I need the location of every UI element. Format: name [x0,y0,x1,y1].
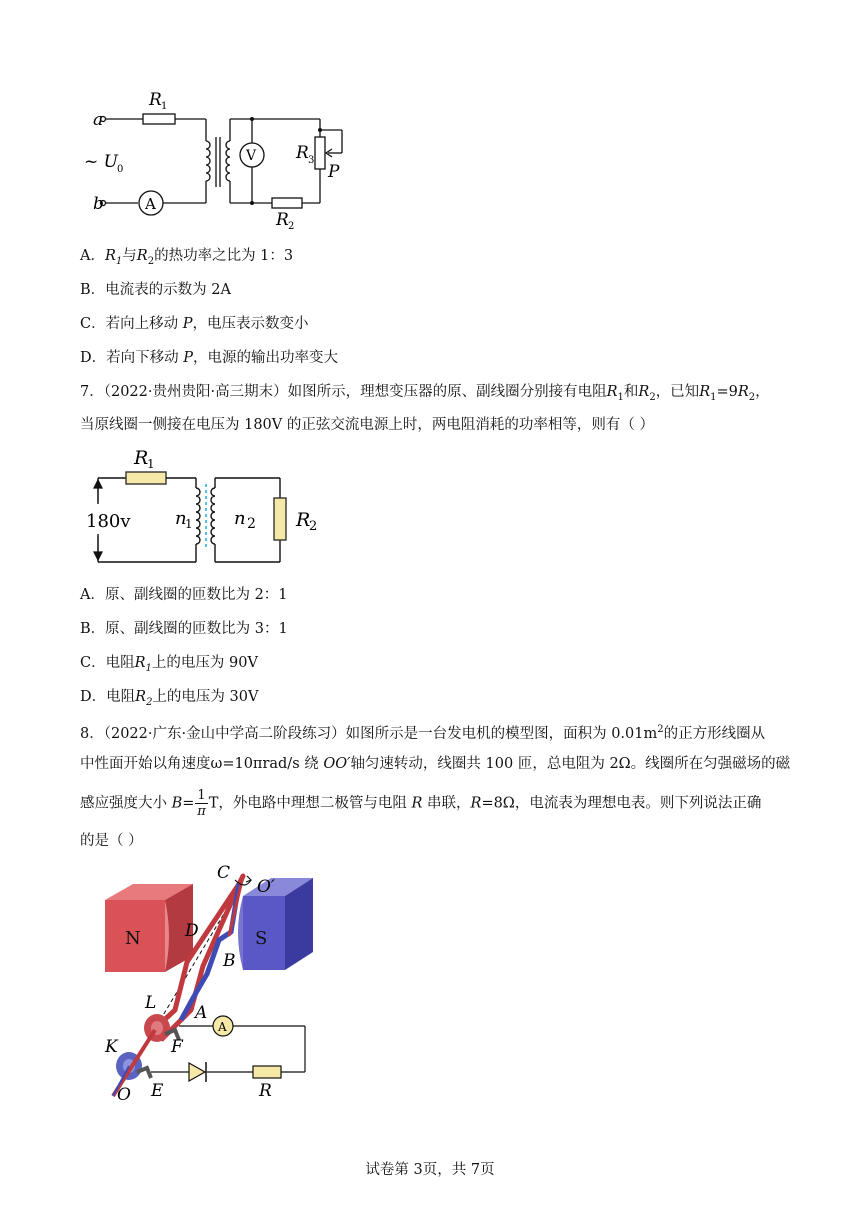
q8-stem-line3 [80,788,761,819]
text: C．若向上移动 [80,316,179,332]
q7-r2-label: R [296,509,311,531]
q8-stem-line1 [80,715,765,749]
sub: 2 [309,519,318,534]
q6-option-a[interactable] [80,246,293,272]
sub: 2 [147,255,155,267]
label-a: A [195,1003,208,1023]
text: T，外电路中理想二极管与电阻 [208,795,407,812]
text: 感应强度大小 [80,795,167,812]
q7-option-a[interactable] [80,585,288,605]
text: 上的电压为 90V [151,655,258,671]
sub: 1 [145,662,152,674]
sub: 1 [115,255,123,267]
page-footer [0,1160,860,1180]
sup: 2 [657,724,664,735]
var-p: P [182,316,193,332]
var-r: R [104,248,116,264]
slider-p-label: P [328,162,340,182]
label-d: D [185,921,199,941]
label-b: B [223,951,236,971]
text: D．电阻 [80,689,136,705]
terminal-a-label: a [93,110,104,130]
text: 轴匀速转动，线圈共 100 匝，总电阻为 2Ω。线圈所在匀强磁场的磁 [350,756,791,772]
q6-option-b[interactable] [80,280,231,300]
text: D．若向下移动 [80,350,179,366]
voltmeter-label: V [246,148,257,164]
sub: 2 [146,696,153,708]
text: 8．（2022·广东·金山中学高二阶段练习）如图所示是一台发电机的模型图，面积为 0.01m [80,725,658,742]
text: =9 [716,384,738,400]
r1-label: R [149,90,162,110]
var-r: R [699,384,711,400]
text: 串联， [427,795,471,812]
var-b: B [171,795,183,812]
var-axis: OO′ [323,756,351,772]
transformer-diagram [82,440,332,580]
r2-label: R [276,210,289,230]
r3-label: R [296,143,309,163]
u0-sub: 0 [117,164,124,175]
n1-label: n [175,508,187,529]
circuit-diagram-1 [80,85,370,235]
n2-label: n [234,508,246,529]
q7-option-c[interactable] [80,653,258,679]
var-r: R [134,655,146,671]
q8-stem-line4 [80,826,143,856]
text: 的是（ ） [80,833,143,849]
sub: 1 [617,391,624,403]
r3-sub: 3 [308,155,315,166]
q7-voltage-label: 180v [86,511,131,532]
q8-stem-line2 [80,749,790,779]
text: 和 [623,384,639,400]
generator-figure [95,860,325,1105]
u0-label: ~ U [84,152,118,172]
text: 7．（2022·贵州贵阳·高三期末）如图所示，理想变压器的原、副线圈分别接有电阻 [80,384,607,400]
label-r: R [259,1081,272,1101]
text: ，电压表示数变小 [192,316,309,332]
ammeter-label: A [145,195,156,213]
q6-option-d[interactable] [80,348,338,368]
text: ，已知 [655,384,700,400]
sub: 2 [649,391,656,403]
r1-sub: 1 [161,101,168,112]
r2-sub: 2 [288,221,295,232]
label-l: L [145,993,157,1013]
q6-option-c[interactable] [80,314,308,334]
text: 的热功率之比为 1：3 [154,248,294,264]
terminal-b-label: b [93,194,104,214]
sub: 2 [247,516,256,532]
var-r: R [470,795,482,812]
text: 中性面开始以角速度ω=10πrad/s 绕 [80,756,319,772]
var-r: R [638,384,650,400]
q7-stem-line2 [80,410,654,440]
q7-stem-line1 [80,377,770,413]
label-s: S [255,928,268,949]
text: =8Ω，电流表为理想电表。则下列说法正确 [481,795,762,812]
var-r: R [737,384,749,400]
label-e: E [151,1081,164,1101]
text: B．原、副线圈的匝数比为 3：1 [80,621,288,637]
sub: 2 [748,391,756,403]
text: 的正方形线圈从 [663,725,766,742]
var-r: R [606,384,618,400]
page-number: 试卷第 3页，共 7页 [365,1162,495,1178]
label-k: K [105,1037,118,1057]
text: 与 [122,248,137,264]
q7-option-d[interactable] [80,687,258,713]
text: 当原线圈一侧接在电压为 180V 的正弦交流电源上时，两电阻消耗的功率相等，则有（ ） [80,417,654,433]
text: B．电流表的示数为 2A [80,282,231,298]
fraction-numerator: 1 [197,788,206,803]
label-n: N [125,928,141,949]
q7-r1-label: R [134,447,149,469]
var-r: R [135,689,147,705]
sub: 1 [710,391,717,403]
sub: 1 [185,517,193,531]
q7-option-b[interactable] [80,619,288,639]
fraction [195,788,207,819]
label-o: O [117,1085,131,1105]
var-r: R [411,795,423,812]
var-r: R [136,248,148,264]
text: C．电阻 [80,655,135,671]
fraction-denominator: π [197,804,206,819]
text: ， [755,384,770,400]
label-f: F [171,1037,183,1057]
text: A．原、副线圈的匝数比为 2：1 [80,587,288,603]
sub: 1 [147,457,155,471]
text: ，电源的输出功率变大 [193,350,338,366]
ammeter-label: A [218,1020,227,1034]
option-letter: A． [80,248,105,264]
text: = [182,795,195,812]
label-c: C [217,863,231,883]
label-o-prime: O′ [257,877,275,897]
text: 上的电压为 30V [152,689,259,705]
var-p: P [183,350,193,366]
